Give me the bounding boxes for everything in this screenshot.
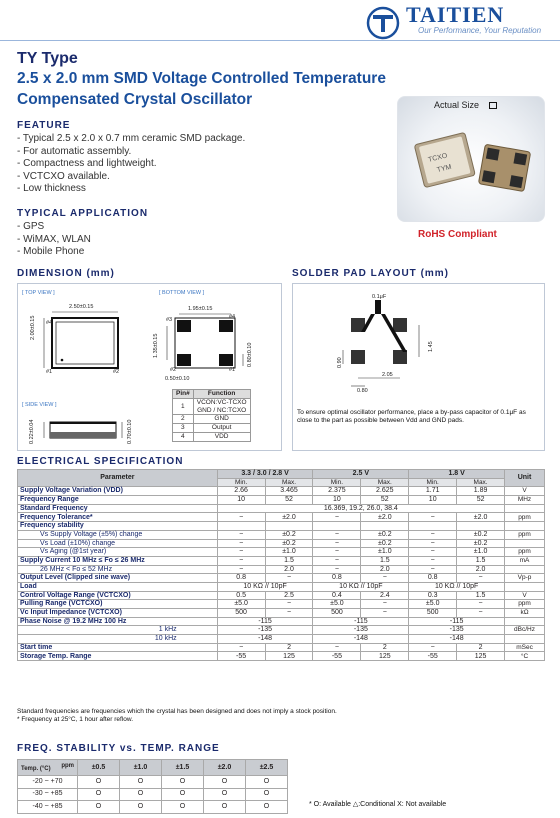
spec-value: 0.8 (217, 574, 265, 583)
availability-mark: O (204, 801, 246, 814)
feature-item: - For automatic assembly. (17, 145, 132, 157)
application-heading: TYPICAL APPLICATION (17, 208, 149, 219)
spec-row (18, 504, 545, 513)
spec-value: 2.0 (457, 565, 505, 574)
spec-unit: mSec (505, 643, 545, 652)
spec-value: 10 KΩ // 10pF (313, 582, 409, 591)
spec-value: 2.66 (217, 487, 265, 496)
pin-num: 4 (173, 433, 194, 442)
spec-value: − (265, 574, 313, 583)
spec-value: ±5.0 (313, 600, 361, 609)
availability-mark: O (78, 801, 120, 814)
spec-header-row (18, 470, 545, 479)
spec-unit: kΩ (505, 609, 545, 618)
product-title-line1: 2.5 x 2.0 mm SMD Voltage Controlled Temperature (17, 70, 386, 87)
spec-value: -115 (217, 617, 313, 626)
spec-value: − (361, 609, 409, 618)
spec-note-2: * Frequency at 25°C, 1 hour after reflow. (17, 716, 134, 723)
spec-value: − (217, 556, 265, 565)
bottom-view-label: [ BOTTOM VIEW ] (159, 290, 205, 296)
pin-row (173, 399, 251, 415)
spec-value: -115 (409, 617, 505, 626)
spec-value: 0.8 (313, 574, 361, 583)
spec-notes (17, 708, 337, 724)
photo-marking-1: TCXO (427, 152, 449, 164)
spec-value: 500 (217, 609, 265, 618)
spec-value: − (457, 574, 505, 583)
side-view-drawing (38, 412, 128, 444)
product-title (17, 68, 457, 110)
spec-value: 1.5 (265, 556, 313, 565)
availability-legend: * O: Available △:Conditional X: Not available (309, 801, 447, 808)
spec-value: 2.625 (361, 487, 409, 496)
spec-value: 10 (217, 496, 265, 505)
spec-value: 0.5 (217, 591, 265, 600)
spec-row (18, 600, 545, 609)
spec-value (265, 522, 313, 531)
voltage-header-3: 1.8 V (409, 470, 505, 479)
spec-row (18, 556, 545, 565)
voltage-header-2: 2.5 V (313, 470, 409, 479)
spec-value: 125 (457, 652, 505, 661)
availability-mark: O (120, 776, 162, 789)
spec-unit: ppm (505, 513, 545, 522)
freq-row (18, 788, 288, 801)
pin-row (173, 424, 251, 433)
application-list (17, 221, 91, 259)
spec-value: 1.71 (409, 487, 457, 496)
product-type: TY Type (17, 50, 78, 67)
pin-func: VCON:VC-TCXO GND / NC:TCXO (193, 399, 250, 415)
availability-mark: O (204, 776, 246, 789)
spec-value: ±0.2 (265, 530, 313, 539)
spec-unit (505, 504, 545, 513)
spec-value: -55 (313, 652, 361, 661)
pin-func: Output (193, 424, 250, 433)
spec-value: ±0.2 (265, 539, 313, 548)
spec-param: Pulling Range (VCTCXO) (18, 600, 218, 609)
top-view-label: [ TOP VIEW ] (22, 290, 55, 296)
spec-value: − (217, 513, 265, 522)
spec-value: 3.465 (265, 487, 313, 496)
spec-unit (505, 617, 545, 626)
feature-item: - Low thickness (17, 183, 86, 194)
spec-param: 26 MHz < Fo ≤ 52 MHz (18, 565, 218, 574)
spec-value: 125 (361, 652, 409, 661)
taitien-logo-icon (366, 6, 400, 40)
pin-num: 1 (173, 399, 194, 415)
spec-unit: dBc/Hz (505, 626, 545, 635)
spec-value: 0.4 (313, 591, 361, 600)
spec-row (18, 609, 545, 618)
spec-param: Storage Temp. Range (18, 652, 218, 661)
spec-unit (505, 582, 545, 591)
spec-row (18, 626, 545, 635)
spec-value: ±0.2 (457, 530, 505, 539)
min-header: Min. (409, 478, 457, 487)
param-header: Parameter (18, 470, 218, 487)
pin-num: 2 (173, 415, 194, 424)
spec-value: 10 (409, 496, 457, 505)
availability-mark: O (246, 801, 288, 814)
spec-value: 2.0 (361, 565, 409, 574)
feature-item: - Compactness and lightweight. (17, 158, 157, 169)
freq-stability-table (17, 759, 288, 814)
spec-value: -148 (217, 635, 313, 644)
solder-heading: SOLDER PAD LAYOUT (mm) (292, 268, 450, 279)
availability-mark: O (120, 788, 162, 801)
electrical-spec-table (17, 469, 545, 661)
spec-row (18, 635, 545, 644)
spec-unit: V (505, 591, 545, 600)
tv-pin2: #2 (113, 369, 120, 375)
availability-mark: O (246, 776, 288, 789)
spec-value: ±5.0 (217, 600, 265, 609)
spec-row (18, 513, 545, 522)
spec-value: ±2.0 (457, 513, 505, 522)
spec-unit (505, 522, 545, 531)
freq-col-header: ±1.5 (162, 760, 204, 776)
feature-list (17, 133, 245, 196)
spec-param: Supply Voltage Variation (VDD) (18, 487, 218, 496)
spec-param: Output Level (Clipped sine wave) (18, 574, 218, 583)
spec-value: 500 (409, 609, 457, 618)
spec-value: − (313, 513, 361, 522)
freq-stability-heading: FREQ. STABILITY vs. TEMP. RANGE (17, 743, 220, 754)
spec-param: Frequency Tolerance* (18, 513, 218, 522)
feature-item: - VCTCXO available. (17, 170, 110, 182)
spec-param: Vc Input Impedance (VCTCXO) (18, 609, 218, 618)
spec-row (18, 530, 545, 539)
spec-param: Vs Aging (@1st year) (18, 548, 218, 557)
spec-value: 52 (361, 496, 409, 505)
spec-value: -55 (409, 652, 457, 661)
spec-value: 16.369, 19.2, 26.0, 38.4 (217, 504, 504, 513)
availability-mark: O (204, 788, 246, 801)
corner-temp: Temp. (°C) (21, 766, 51, 772)
pad-d3: 2.05 (382, 372, 393, 378)
actual-size-label: Actual Size (434, 100, 480, 110)
bv-pad2-dim: 0.50±0.10 (165, 376, 190, 382)
availability-mark: O (120, 801, 162, 814)
availability-mark: O (246, 788, 288, 801)
spec-row (18, 522, 545, 531)
availability-mark: O (162, 801, 204, 814)
temp-range: -30 ~ +85 (18, 788, 78, 801)
spec-param: 1 kHz (18, 626, 218, 635)
spec-param: Standard Frequency (18, 504, 218, 513)
spec-value: − (217, 539, 265, 548)
spec-value: − (409, 565, 457, 574)
spec-param: Supply Current 10 MHz ≤ Fo ≤ 26 MHz (18, 556, 218, 565)
tv-width-dim: 2.50±0.15 (69, 304, 94, 310)
spec-value: 2 (265, 643, 313, 652)
spec-value: 10 (313, 496, 361, 505)
temp-range: -20 ~ +70 (18, 776, 78, 789)
bv-pin1: #1 (229, 367, 236, 373)
top-view-drawing (30, 300, 135, 380)
spec-value: ±2.0 (265, 513, 313, 522)
bv-pin3: #3 (166, 317, 173, 323)
spec-param: Vs Load (±10%) change (18, 539, 218, 548)
spec-value: 2.375 (313, 487, 361, 496)
availability-mark: O (162, 776, 204, 789)
spec-value: − (409, 643, 457, 652)
pad-d2: 0.90 (337, 357, 343, 368)
spec-value: -135 (313, 626, 409, 635)
bv-height-dim: 1.35±0.15 (153, 333, 159, 358)
spec-value: 2.5 (265, 591, 313, 600)
product-title-line2: Compensated Crystal Oscillator (17, 91, 253, 108)
feature-heading: FEATURE (17, 120, 71, 131)
spec-value: 10 KΩ // 10pF (409, 582, 505, 591)
cap-label: 0.1μF (372, 294, 387, 300)
pad-d1: 1.45 (428, 341, 434, 352)
spec-value: 0.8 (409, 574, 457, 583)
spec-param: Control Voltage Range (VCTCXO) (18, 591, 218, 600)
sv-height1-dim: 0.22±0.04 (29, 419, 35, 444)
temp-range: -40 ~ +85 (18, 801, 78, 814)
solder-note: To ensure optimal oscillator performance, place a by-pass capacitor of 0.1μF as close to the part as possible between Vdd and GND pads. (297, 409, 526, 424)
freq-header-row (18, 760, 288, 776)
spec-value: − (409, 530, 457, 539)
spec-value: 1.5 (361, 556, 409, 565)
spec-value: -135 (409, 626, 505, 635)
spec-value: 1.5 (457, 556, 505, 565)
dimension-heading: DIMENSION (mm) (17, 268, 115, 279)
tv-height-dim: 2.00±0.15 (30, 315, 36, 340)
spec-value: ±5.0 (409, 600, 457, 609)
min-header: Min. (217, 478, 265, 487)
spec-value: − (457, 609, 505, 618)
spec-value: − (457, 600, 505, 609)
spec-note-1: Standard frequencies are frequencies which the crystal has been designed and does not imply a stock position. (17, 708, 337, 715)
spec-value: − (217, 643, 265, 652)
pad-d4: 0.80 (357, 388, 368, 394)
unit-header: Unit (505, 470, 545, 487)
spec-value: -55 (217, 652, 265, 661)
feature-item: - Typical 2.5 x 2.0 x 0.7 mm ceramic SMD package. (17, 133, 246, 144)
spec-value: − (313, 530, 361, 539)
bv-pad-dim: 0.80±0.10 (247, 342, 253, 367)
spec-row (18, 652, 545, 661)
spec-value: 0.3 (409, 591, 457, 600)
spec-value: − (409, 539, 457, 548)
spec-value: 52 (457, 496, 505, 505)
spec-value: 52 (265, 496, 313, 505)
spec-value (217, 522, 265, 531)
spec-unit: MHz (505, 496, 545, 505)
spec-unit: ppm (505, 548, 545, 557)
spec-row (18, 617, 545, 626)
spec-value: − (409, 548, 457, 557)
spec-value: -148 (313, 635, 409, 644)
spec-unit (505, 539, 545, 548)
tv-pin1: #1 (46, 369, 53, 375)
spec-value: − (313, 565, 361, 574)
pin-function-table (172, 389, 251, 442)
spec-row (18, 574, 545, 583)
spec-value: 1.89 (457, 487, 505, 496)
photo-marking-2: TYM (436, 163, 453, 175)
spec-value: ±0.2 (361, 539, 409, 548)
spec-value: ±1.0 (457, 548, 505, 557)
spec-value (313, 522, 361, 531)
spec-param: Load (18, 582, 218, 591)
spec-param: Vs Supply Voltage (±5%) change (18, 530, 218, 539)
freq-row (18, 776, 288, 789)
spec-value: 125 (265, 652, 313, 661)
spec-row (18, 591, 545, 600)
spec-param: Phase Noise @ 19.2 MHz 100 Hz (18, 617, 218, 626)
spec-value: − (217, 565, 265, 574)
spec-value: 10 KΩ // 10pF (217, 582, 313, 591)
bv-width-dim: 1.95±0.15 (188, 306, 213, 312)
spec-value: 500 (313, 609, 361, 618)
bv-pin2: #2 (170, 367, 177, 373)
pin-table-header (173, 390, 251, 399)
spec-unit: mA (505, 556, 545, 565)
spec-unit: ppm (505, 530, 545, 539)
corner-ppm: ppm (61, 763, 74, 769)
spec-value: ±2.0 (361, 513, 409, 522)
freq-col-header: ±0.5 (78, 760, 120, 776)
freq-col-header: ±1.0 (120, 760, 162, 776)
spec-unit: Vp-p (505, 574, 545, 583)
spec-unit: °C (505, 652, 545, 661)
spec-value: − (361, 574, 409, 583)
spec-value: − (313, 643, 361, 652)
spec-value: − (313, 556, 361, 565)
spec-value: 2 (457, 643, 505, 652)
spec-value: -115 (313, 617, 409, 626)
spec-param: Start time (18, 643, 218, 652)
max-header: Max. (361, 478, 409, 487)
spec-param: Frequency Range (18, 496, 218, 505)
spec-value: − (409, 513, 457, 522)
spec-value: − (361, 600, 409, 609)
crystal-package-photo-icon (405, 116, 540, 216)
freq-col-header: ±2.0 (204, 760, 246, 776)
availability-mark: O (78, 788, 120, 801)
spec-value: ±1.0 (265, 548, 313, 557)
application-item: - Mobile Phone (17, 246, 85, 257)
brand-tagline: Our Performance, Your Reputation (418, 26, 542, 35)
pin-func: VDD (193, 433, 250, 442)
application-item: - WiMAX, WLAN (17, 233, 91, 245)
spec-value: -148 (409, 635, 505, 644)
spec-value: − (313, 548, 361, 557)
spec-param: Frequency stability (18, 522, 218, 531)
spec-row (18, 565, 545, 574)
spec-value (457, 522, 505, 531)
spec-value: 2.4 (361, 591, 409, 600)
spec-value: − (409, 556, 457, 565)
min-header: Min. (313, 478, 361, 487)
spec-row (18, 539, 545, 548)
spec-row (18, 487, 545, 496)
spec-param: 10 kHz (18, 635, 218, 644)
freq-col-header: ±2.5 (246, 760, 288, 776)
spec-row (18, 496, 545, 505)
max-header: Max. (457, 478, 505, 487)
spec-value: 1.5 (457, 591, 505, 600)
pin-row (173, 433, 251, 442)
max-header: Max. (265, 478, 313, 487)
spec-row (18, 643, 545, 652)
actual-size-icon (489, 102, 497, 109)
spec-value: 2 (361, 643, 409, 652)
electrical-heading: ELECTRICAL SPECIFICATION (17, 456, 184, 467)
pin-num: 3 (173, 424, 194, 433)
pin-func: GND (193, 415, 250, 424)
spec-unit (505, 565, 545, 574)
spec-value: − (265, 609, 313, 618)
spec-row (18, 582, 545, 591)
brand-name: TAITIEN (406, 2, 505, 27)
spec-value: ±0.2 (457, 539, 505, 548)
pin-col-header: Pin# (173, 390, 194, 399)
spec-value: − (265, 600, 313, 609)
spec-unit (505, 635, 545, 644)
spec-value: ±0.2 (361, 530, 409, 539)
pin-row (173, 415, 251, 424)
spec-value: − (217, 530, 265, 539)
spec-value: -135 (217, 626, 313, 635)
header-divider (0, 40, 560, 41)
availability-mark: O (78, 776, 120, 789)
spec-value: − (217, 548, 265, 557)
tv-pin4: #4 (46, 320, 53, 326)
freq-row (18, 801, 288, 814)
spec-row (18, 548, 545, 557)
side-view-label: [ SIDE VIEW ] (22, 402, 57, 408)
application-item: - GPS (17, 221, 45, 232)
spec-value: 2.0 (265, 565, 313, 574)
function-col-header: Function (193, 390, 250, 399)
voltage-header-1: 3.3 / 3.0 / 2.8 V (217, 470, 313, 479)
availability-mark: O (162, 788, 204, 801)
freq-corner-cell (18, 760, 78, 776)
spec-unit: ppm (505, 600, 545, 609)
sv-height2-dim: 0.70±0.10 (127, 419, 133, 444)
spec-unit: V (505, 487, 545, 496)
spec-value: − (313, 539, 361, 548)
spec-value: ±1.0 (361, 548, 409, 557)
spec-value (409, 522, 457, 531)
rohs-badge: RoHS Compliant (418, 229, 497, 240)
solder-pad-drawing (335, 292, 455, 392)
spec-value (361, 522, 409, 531)
bv-pin4: #4 (229, 314, 236, 320)
